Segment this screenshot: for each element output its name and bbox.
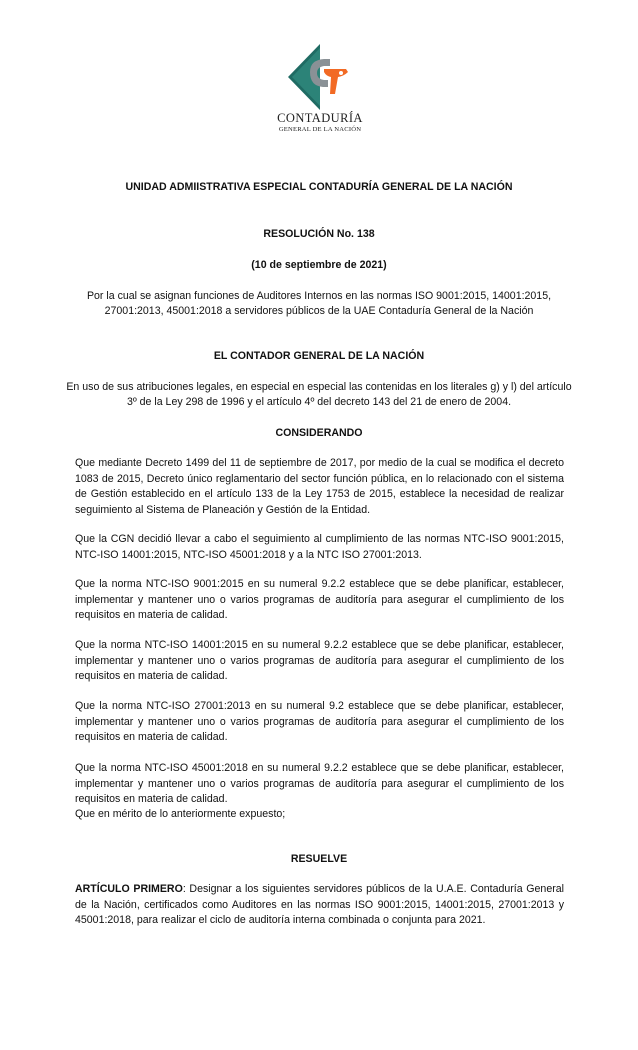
considerando-paragraph-7: Que en mérito de lo anteriormente expuesto; (75, 808, 286, 820)
logo-subtitle: GENERAL DE LA NACIÓN (278, 126, 362, 133)
resolution-subject: Por la cual se asignan funciones de Auditores Internos en las normas ISO 9001:2015, 14001:2015, 27001:2013, 45001:2018 a servidores públicos de la UAE Contaduría General de la Nación (86, 290, 552, 317)
article-text: : Designar a los siguientes servidores públicos de la U.A.E. Contaduría General de la Nación, certificados como Auditores en las normas ISO 9001:2015, 14001:2015, 27001:2013 y 45001:2018, para realizar el ciclo de auditoría interna combinada o conjunta para 2021. (75, 883, 564, 926)
contaduria-emblem-icon (286, 42, 354, 112)
authority-title: EL CONTADOR GENERAL DE LA NACIÓN (213, 350, 425, 362)
considerando-paragraph-6: Que la norma NTC-ISO 45001:2018 en su numeral 9.2.2 establece que se debe planificar, establecer, implementar y mantener uno o varios programas de auditoría para asegurar el cumplimiento de los requisitos en materia de calidad. (75, 762, 564, 805)
authority-text: En uso de sus atribuciones legales, en especial en especial las contenidas en los literales g) y l) del artículo 3º de la Ley 298 de 1996 y el artículo 4º del decreto 143 del 21 de enero de 2004. (66, 381, 572, 408)
contaduria-logo (272, 42, 368, 136)
resolution-date: (10 de septiembre de 2021) (251, 259, 387, 271)
considerando-paragraph-3: Que la norma NTC-ISO 9001:2015 en su numeral 9.2.2 establece que se debe planificar, establecer, implementar y mantener uno o varios programas de auditoría para asegurar el cumplimiento de los requisitos en materia de calidad. (75, 578, 564, 621)
article-label: ARTÍCULO PRIMERO (75, 883, 183, 895)
resolution-number: RESOLUCIÓN No. 138 (263, 228, 375, 240)
considerando-paragraph-1: Que mediante Decreto 1499 del 11 de septiembre de 2017, por medio de la cual se modifica el decreto 1083 de 2015, Decreto único reglamentario del sector función pública, en lo relacionado con el sistema de Gestión establecido en el artículo 133 de la Ley 1753 de 2015, establece la necesidad de realizar seguimiento al Sistema de Planeación y Gestión de la Entidad. (75, 457, 564, 516)
logo-wordmark: CONTADURÍA (277, 111, 363, 125)
entity-heading: UNIDAD ADMIISTRATIVA ESPECIAL CONTADURÍA GENERAL DE LA NACIÓN (125, 181, 513, 193)
article-primero (75, 882, 564, 929)
considerando-paragraph-4: Que la norma NTC-ISO 14001:2015 en su numeral 9.2.2 establece que se debe planificar, establecer, implementar y mantener uno o varios programas de auditoría para asegurar el cumplimiento de los requisitos en materia de calidad. (75, 639, 564, 682)
resuelve-title: RESUELVE (290, 853, 348, 865)
considerando-title: CONSIDERANDO (275, 427, 363, 439)
considerando-paragraph-2: Que la CGN decidió llevar a cabo el seguimiento al cumplimiento de las normas NTC-ISO 9001:2015, NTC-ISO 14001:2015, NTC-ISO 45001:2018 y a la NTC ISO 27001:2013. (75, 533, 564, 561)
considerando-paragraph-5: Que la norma NTC-ISO 27001:2013 en su numeral 9.2 establece que se debe planificar, establecer, implementar y mantener uno o varios programas de auditoría para asegurar el cumplimiento de los requisitos en materia de calidad. (75, 700, 564, 743)
